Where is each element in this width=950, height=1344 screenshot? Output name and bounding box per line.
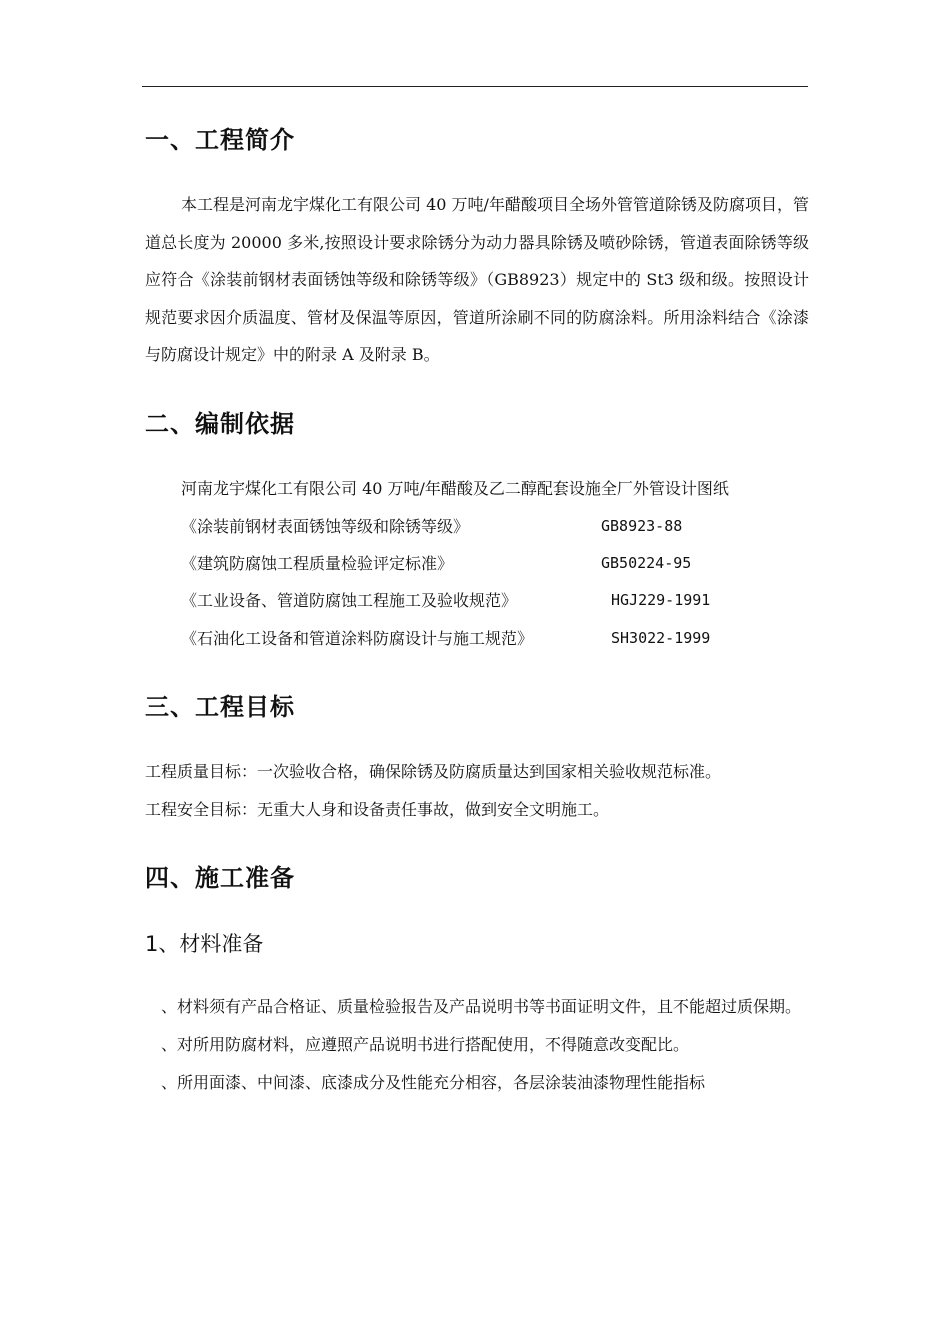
ref-title: 《工业设备、管道防腐蚀工程施工及验收规范》 — [181, 591, 518, 611]
ref-title: 《建筑防腐蚀工程质量检验评定标准》 — [181, 553, 454, 573]
ref-code: GB50224-95 — [601, 553, 692, 572]
section-title-goals: 三、工程目标 — [145, 693, 295, 722]
section-title-basis: 二、编制依据 — [145, 409, 295, 438]
section-title-overview: 一、工程简介 — [145, 126, 295, 154]
ref-code: HGJ229-1991 — [611, 591, 711, 610]
ref-title: 《涂装前钢材表面锈蚀等级和除锈等级》 — [181, 516, 470, 536]
subsection-title-materials: 1、材料准备 — [145, 932, 264, 957]
section-title-preparation: 四、施工准备 — [145, 864, 295, 893]
document-body — [145, 118, 809, 1101]
quality-goal: 工程质量目标：一次验收合格，确保除锈及防腐质量达到国家相关验收规范标准。 — [145, 762, 722, 782]
goals-block — [145, 753, 809, 828]
materials-item: 、材料须有产品合格证、质量检验报告及产品说明书等书面证明文件，且不能超过质保期。 — [161, 997, 802, 1017]
ref-code: GB8923-88 — [601, 516, 683, 535]
ref-code: SH3022-1999 — [611, 628, 711, 647]
basis-ref-row — [181, 582, 809, 619]
basis-ref-row — [181, 620, 809, 657]
materials-list — [145, 988, 809, 1101]
header-rule — [142, 86, 808, 87]
ref-title: 《石油化工设备和管道涂料防腐设计与施工规范》 — [181, 628, 534, 648]
basis-ref-row — [181, 508, 809, 545]
overview-paragraph: 本工程是河南龙宇煤化工有限公司 40 万吨/年醋酸项目全场外管管道除锈及防腐项目，管道总长度为 20000 多米,按照设计要求除锈分为动力器具除锈及喷砂除锈，管道表面除锈等级应符合《涂装前钢材表面锈蚀等级和除锈等级》（GB8923）规定中的 St3 级和级。按照设计规范要求因介质温度、管材及保温等原因，管道所涂刷不同的防腐涂料。所用涂料结合《涂漆与防腐设计规定》中的附录 A 及附录 B。 — [145, 195, 809, 365]
basis-intro: 河南龙宇煤化工有限公司 40 万吨/年醋酸及乙二醇配套设施全厂外管设计图纸 — [181, 478, 729, 498]
basis-ref-row — [181, 545, 809, 582]
materials-item: 、所用面漆、中间漆、底漆成分及性能充分相容，各层涂装油漆物理性能指标 — [161, 1072, 706, 1092]
basis-list — [145, 470, 809, 657]
safety-goal: 工程安全目标：无重大人身和设备责任事故，做到安全文明施工。 — [145, 799, 610, 819]
materials-item: 、对所用防腐材料，应遵照产品说明书进行搭配使用，不得随意改变配比。 — [161, 1034, 690, 1054]
